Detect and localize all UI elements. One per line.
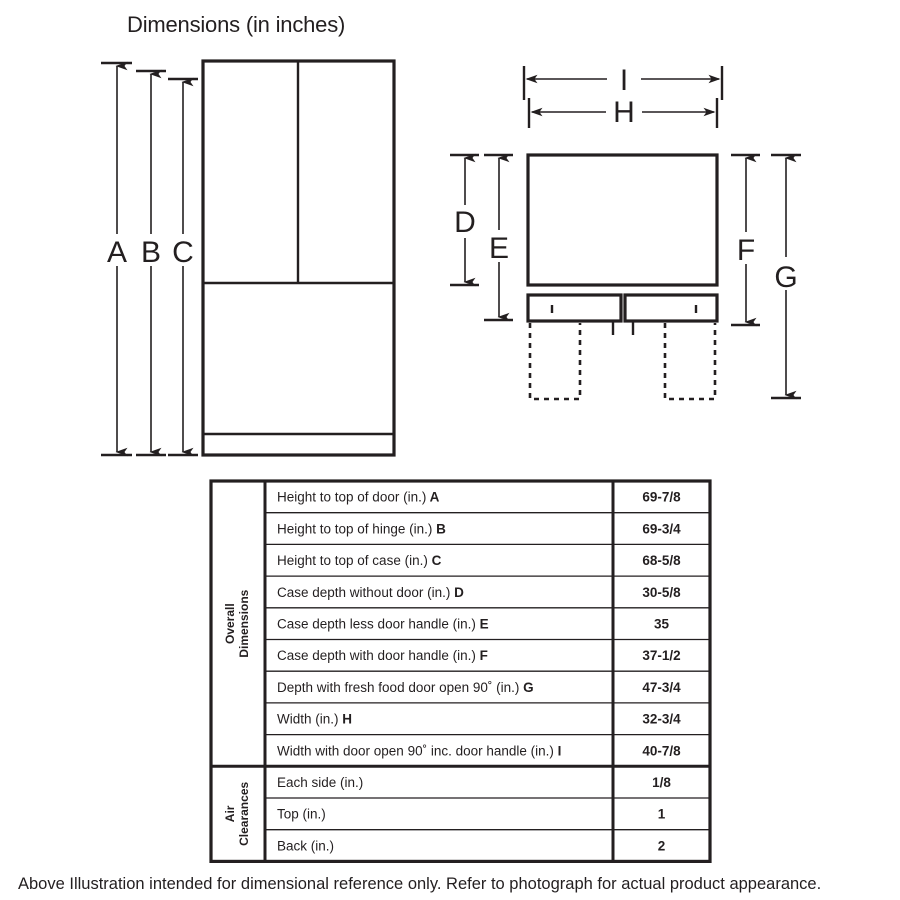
table-cell-description: Height to top of hinge (in.) B (277, 521, 446, 537)
page-title: Dimensions (in inches) (127, 12, 346, 37)
front-view-drawing (203, 61, 394, 455)
table-cell-key-letter: F (475, 648, 488, 664)
top-view-case-outline (528, 155, 717, 285)
table-cell-value: 32-3/4 (642, 711, 681, 727)
table-row (277, 490, 681, 505)
table-cell-description: Case depth without door (in.) D (277, 584, 464, 600)
front-view-dimension-arrows (101, 63, 198, 455)
table-cell-key-letter: G (519, 679, 534, 695)
top-view-left-door-open-outline (530, 323, 580, 399)
table-row (277, 838, 665, 853)
table-row (277, 648, 681, 663)
dimension-label-i: I (619, 64, 629, 97)
table-cell-key-letter: I (553, 743, 562, 759)
table-row (277, 807, 666, 822)
table-cell-value: 35 (653, 616, 670, 632)
table-cell-key-letter: B (432, 521, 446, 537)
table-cell-value: 30-5/8 (642, 584, 681, 600)
table-cell-key-letter: D (450, 584, 464, 600)
table-row (277, 743, 681, 758)
table-cell-description: Height to top of case (in.) C (277, 553, 442, 569)
top-view-width-i-dimension (524, 64, 722, 100)
table-row (277, 616, 669, 631)
top-view-depth-g-dimension (771, 155, 801, 398)
table-cell-description: Width with door open 90˚ inc. door handle (in.) I (277, 743, 562, 759)
table-cell-value: 1 (657, 806, 666, 822)
table-cell-value: 40-7/8 (642, 743, 681, 759)
table-group-header-line1: Air (223, 805, 237, 823)
table-cell-key-letter: E (475, 616, 489, 632)
table-cell-key-letter: H (338, 711, 353, 727)
table-cell-description: Case depth with door handle (in.) F (277, 648, 488, 664)
table-group-header (223, 589, 251, 657)
table-row (277, 680, 681, 695)
table-group-header-line1: Overall (223, 603, 237, 645)
table-cell-value: 47-3/4 (642, 679, 681, 695)
dimension-label-b: B (140, 236, 162, 269)
table-row (277, 521, 681, 536)
top-view-right-door-open-outline (665, 323, 715, 399)
table-cell-description: Case depth less door handle (in.) E (277, 616, 489, 632)
top-view-width-h-dimension (529, 96, 717, 129)
table-row (277, 585, 681, 600)
footnote-text: Above Illustration intended for dimensional reference only. Refer to photograph for actual product appearance. (18, 875, 822, 893)
top-view-depth-d-dimension (450, 155, 479, 285)
table-group-header-line2: Clearances (237, 781, 251, 846)
table-row (277, 712, 681, 727)
table-cell-key-letter: C (427, 553, 442, 569)
top-view-depth-e-dimension (484, 155, 513, 320)
dimension-label-h: H (613, 96, 635, 129)
dimension-label-a: A (106, 236, 128, 269)
dimension-label-g: G (774, 261, 798, 294)
table-row (277, 553, 681, 568)
table-cell-description: Width (in.) H (277, 711, 353, 727)
dimension-label-d: D (454, 206, 476, 239)
top-view-right-door (625, 295, 717, 321)
specifications-table (211, 481, 710, 861)
table-cell-description: Each side (in.) (277, 774, 364, 790)
top-view-drawing (528, 155, 717, 399)
dimension-label-c: C (172, 236, 194, 269)
table-cell-description: Top (in.) (277, 806, 326, 822)
table-cell-value: 69-3/4 (642, 521, 681, 537)
table-cell-value: 69-7/8 (642, 489, 681, 505)
table-group-header (223, 782, 251, 846)
top-view-depth-f-dimension (731, 155, 760, 325)
dimension-label-e: E (488, 232, 510, 265)
top-view-left-door (528, 295, 621, 321)
table-cell-value: 68-5/8 (642, 553, 681, 569)
table-cell-value: 37-1/2 (642, 648, 681, 664)
table-cell-key-letter: A (426, 489, 440, 505)
table-cell-value: 1/8 (652, 774, 671, 790)
table-group-header-line2: Dimensions (237, 589, 251, 658)
table-cell-description: Back (in.) (277, 838, 335, 854)
table-cell-description: Height to top of door (in.) A (277, 489, 440, 505)
table-cell-description: Depth with fresh food door open 90˚ (in.) G (277, 679, 534, 695)
dimension-label-f: F (736, 234, 756, 267)
table-cell-value: 2 (657, 838, 666, 854)
